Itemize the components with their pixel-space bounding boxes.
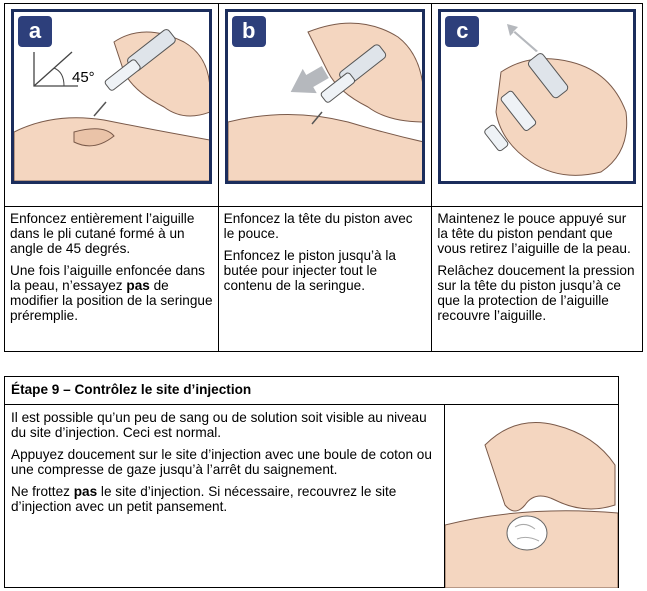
step-9-paragraph-3: Ne frottez pas le site d’injection. Si nécessaire, recouvrez le site d’injection avec un petit pansement. [11, 484, 397, 514]
step-badge-b: b [232, 16, 266, 47]
cell-text-c [432, 207, 643, 352]
step-9-paragraph-1: Il est possible qu’un peu de sang ou de solution soit visible au niveau du site d’injection. Ceci est normal. [11, 410, 427, 440]
panel-c-paragraph-1: Maintenez le pouce appuyé sur la tête du piston pendant que vous retirez l’aiguille de la peau. [437, 211, 631, 256]
step-9-body [5, 405, 618, 588]
step-badge-c: c [445, 16, 479, 47]
illustration-b [225, 9, 426, 184]
panel-a-paragraph-1: Enfoncez entièrement l’aiguille dans le pli cutané formé à un angle de 45 degrés. [10, 211, 195, 256]
cell-text-b [218, 207, 432, 352]
step-9-box [4, 376, 619, 588]
instruction-table [4, 3, 643, 352]
step-badge-a: a [18, 16, 52, 47]
cell-text-a [5, 207, 219, 352]
step-9-text [5, 405, 445, 588]
panel-c-paragraph-2: Relâchez doucement la pression sur la tête du piston jusqu’à ce que la protection de l’aiguille recouvre l’aiguille. [437, 263, 635, 323]
panel-b-paragraph-1: Enfoncez la tête du piston avec le pouce. [223, 211, 413, 241]
cell-illustration-b [218, 4, 432, 207]
step-9-title: Étape 9 – Contrôlez le site d’injection [5, 377, 618, 405]
angle-label: 45° [72, 69, 95, 86]
cotton-ball-illustration [445, 405, 618, 588]
panel-a-paragraph-2: Une fois l’aiguille enfoncée dans la peau, n’essayez pas de modifier la position de la seringue préremplie. [10, 263, 213, 323]
step-9-illustration [445, 405, 618, 588]
panel-b-paragraph-2: Enfoncez le piston jusqu’à la butée pour injecter tout le contenu de la seringue. [223, 248, 396, 293]
illustration-c [438, 9, 636, 184]
step-9-paragraph-2: Appuyez doucement sur le site d’injection avec une boule de coton ou une compresse de gaze jusqu’à l’arrêt du saignement. [11, 447, 432, 477]
cell-illustration-a [5, 4, 219, 207]
cell-illustration-c [432, 4, 643, 207]
emphasis-pas: pas [126, 278, 150, 293]
emphasis-pas-2: pas [73, 484, 98, 499]
illustration-a [11, 9, 212, 184]
